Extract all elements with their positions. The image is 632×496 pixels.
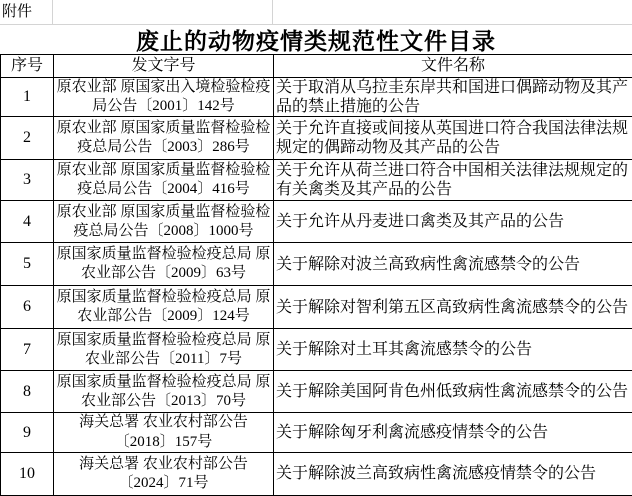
doc-number-cell: 海关总署 农业农村部公告〔2018〕157号: [54, 413, 274, 452]
serial-cell: 7: [1, 329, 54, 371]
header-serial-number: 序号: [1, 55, 54, 78]
doc-name-cell: 关于允许从荷兰进口符合中国相关法律法规规定的有关禽类及其产品的公告: [274, 160, 632, 201]
serial-cell: 9: [1, 413, 54, 452]
empty-grid-cell: [53, 0, 273, 24]
doc-name-cell: 关于解除匈牙利禽流感疫情禁令的公告: [274, 413, 632, 452]
serial-cell: 2: [1, 117, 54, 160]
attachment-row: [0, 0, 632, 25]
doc-name-cell: 关于允许从丹麦进口禽类及其产品的公告: [274, 201, 632, 243]
serial-cell: 5: [1, 243, 54, 286]
table-row: [1, 243, 632, 286]
serial-cell: 4: [1, 201, 54, 243]
table-row: [1, 117, 632, 160]
doc-number-cell: 原国家质量监督检验检疫总局 原农业部公告〔2013〕70号: [54, 371, 274, 413]
table-row: [1, 413, 632, 452]
doc-name-cell: 关于允许直接或间接从英国进口符合我国法律法规规定的偶蹄动物及其产品的公告: [274, 117, 632, 160]
doc-number-cell: 原国家质量监督检验检疫总局 原农业部公告〔2009〕124号: [54, 286, 274, 329]
table-row: [1, 452, 632, 495]
abolished-documents-table: [0, 54, 632, 496]
attachment-label: 附件: [0, 0, 53, 24]
serial-cell: 1: [1, 78, 54, 117]
doc-name-cell: 关于解除对智利第五区高致病性禽流感禁令的公告: [274, 286, 632, 329]
table-row: [1, 160, 632, 201]
serial-cell: 6: [1, 286, 54, 329]
table-header-row: [1, 55, 632, 78]
header-doc-name: 文件名称: [274, 55, 632, 78]
doc-name-cell: 关于解除对波兰高致病性禽流感禁令的公告: [274, 243, 632, 286]
doc-number-cell: 原国家质量监督检验检疫总局 原农业部公告〔2009〕63号: [54, 243, 274, 286]
title-row: [0, 25, 632, 54]
table-row: [1, 329, 632, 371]
table-row: [1, 78, 632, 117]
page-title: 废止的动物疫情类规范性文件目录: [136, 29, 496, 54]
doc-number-cell: 原农业部 原国家出入境检验检疫局公告〔2001〕142号: [54, 78, 274, 117]
header-doc-number: 发文字号: [54, 55, 274, 78]
empty-grid-cell: [273, 0, 632, 24]
doc-name-cell: 关于取消从乌拉圭东岸共和国进口偶蹄动物及其产品的禁止措施的公告: [274, 78, 632, 117]
doc-number-cell: 海关总署 农业农村部公告〔2024〕71号: [54, 452, 274, 495]
doc-name-cell: 关于解除波兰高致病性禽流感疫情禁令的公告: [274, 452, 632, 495]
doc-number-cell: 原农业部 原国家质量监督检验检疫总局公告〔2008〕1000号: [54, 201, 274, 243]
serial-cell: 8: [1, 371, 54, 413]
doc-name-cell: 关于解除对土耳其禽流感禁令的公告: [274, 329, 632, 371]
serial-cell: 3: [1, 160, 54, 201]
table-row: [1, 286, 632, 329]
serial-cell: 10: [1, 452, 54, 495]
doc-name-cell: 关于解除美国阿肯色州低致病性禽流感禁令的公告: [274, 371, 632, 413]
doc-number-cell: 原农业部 原国家质量监督检验检疫总局公告〔2004〕416号: [54, 160, 274, 201]
doc-number-cell: 原国家质量监督检验检疫总局 原农业部公告〔2011〕7号: [54, 329, 274, 371]
table-row: [1, 371, 632, 413]
doc-number-cell: 原农业部 原国家质量监督检验检疫总局公告〔2003〕286号: [54, 117, 274, 160]
table-row: [1, 201, 632, 243]
